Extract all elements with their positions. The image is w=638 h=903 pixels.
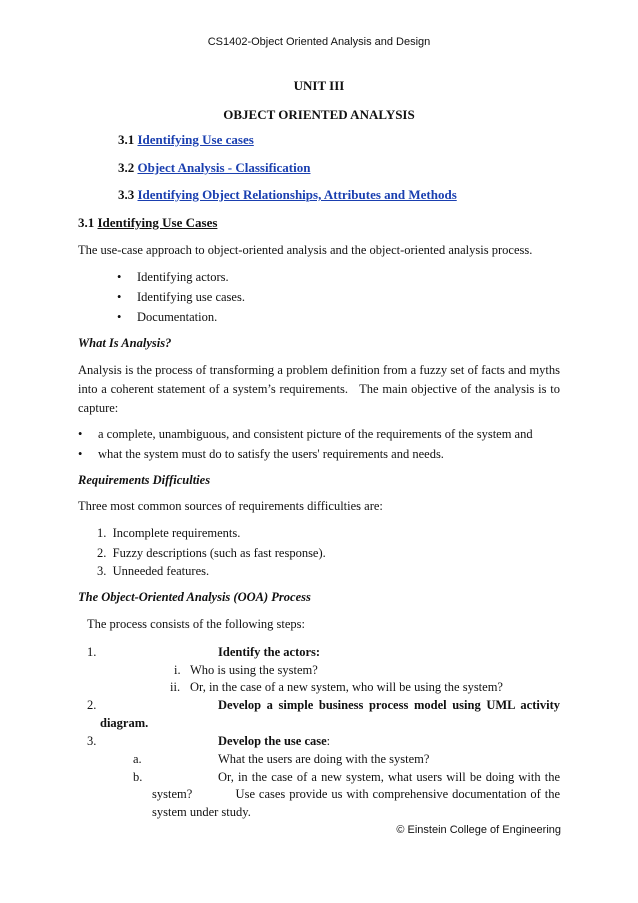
list-item: • Identifying use cases. [117, 290, 245, 304]
ooa-intro: The process consists of the following steps: [87, 617, 306, 631]
sub-item: What the users are doing with the system? [218, 752, 430, 766]
page-header: CS1402-Object Oriented Analysis and Design [207, 36, 431, 48]
list-item: 2. Fuzzy descriptions (such as fast response). [97, 546, 326, 560]
ooa-heading: The Object-Oriented Analysis (OOA) Process [78, 590, 311, 604]
toc-link-relationships[interactable]: Identifying Object Relationships, Attributes and Methods [137, 187, 457, 202]
sub-item-continued: system under study. [152, 805, 251, 819]
what-is-analysis-heading: What Is Analysis? [78, 336, 172, 350]
unit-title: OBJECT ORIENTED ANALYSIS [223, 107, 415, 122]
section-heading-3-1 [78, 215, 217, 231]
toc-link-object-analysis[interactable]: Object Analysis - Classification [137, 160, 311, 175]
toc-item-3-2[interactable] [118, 160, 310, 176]
step-number: 2. [87, 698, 97, 712]
step-number: 1. [87, 645, 97, 659]
sub-number: b. [133, 770, 143, 784]
toc-link-use-cases[interactable]: Identifying Use cases [137, 132, 254, 147]
sub-number: a. [133, 752, 142, 766]
list-item: • what the system must do to satisfy the users' requirements and needs. [78, 447, 444, 461]
sub-item: Or, in the case of a new system, what users will be doing with the [218, 770, 560, 784]
sub-number: i. [174, 663, 181, 677]
list-item: • Identifying actors. [117, 270, 229, 284]
sub-item: Or, in the case of a new system, who will be using the system? [190, 680, 503, 694]
sub-item-continued: system? Use cases provide us with comprehensive documentation of the [152, 787, 560, 801]
step-title: Develop the use case: [218, 734, 331, 748]
unit-label: UNIT III [293, 78, 345, 93]
section-title: Identifying Use Cases [97, 215, 218, 230]
analysis-paragraph: Analysis is the process of transforming a problem definition from a fuzzy set of facts and myths into a coherent statement of a system’s requirements. The main objective of the analysis is to capture: [78, 363, 560, 415]
sub-number: ii. [170, 680, 181, 694]
requirements-intro: Three most common sources of requirements difficulties are: [78, 499, 383, 513]
sub-item: Who is using the system? [190, 663, 318, 677]
list-item: • Documentation. [117, 310, 218, 324]
step-title: Develop a simple business process model using UML activity [218, 698, 560, 712]
intro-text: The use-case approach to object-oriented analysis and the object-oriented analysis process. [78, 243, 533, 257]
section-number: 3.1 [78, 215, 95, 230]
step-number: 3. [87, 734, 97, 748]
step-title: Identify the actors: [218, 645, 321, 659]
toc-number: 3.2 [118, 160, 135, 175]
toc-item-3-3[interactable] [118, 187, 457, 203]
step-title-continued: diagram. [100, 716, 149, 730]
list-item: • a complete, unambiguous, and consistent picture of the requirements of the system and [78, 427, 533, 441]
toc-number: 3.1 [118, 132, 135, 147]
requirements-heading: Requirements Difficulties [78, 473, 211, 487]
list-item: 1. Incomplete requirements. [97, 526, 241, 540]
list-item: 3. Unneeded features. [97, 564, 210, 578]
toc-item-3-1[interactable] [118, 132, 254, 148]
page-footer: © Einstein College of Engineering [396, 824, 561, 836]
toc-number: 3.3 [118, 187, 135, 202]
